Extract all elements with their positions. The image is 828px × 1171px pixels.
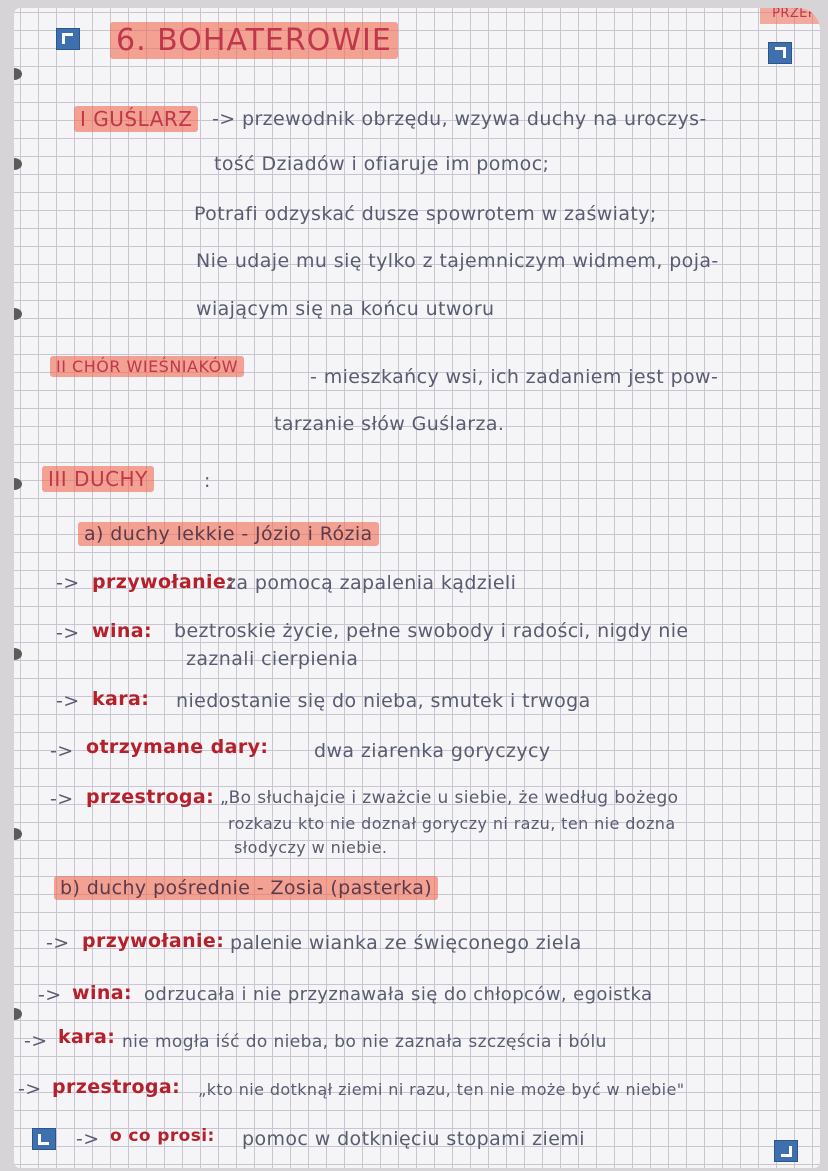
arrow: -> [56,622,80,644]
subheading-duchy-posrednie: b) duchy pośrednie - Zosia (pasterka) [54,876,438,900]
punch-hole [14,68,22,80]
arrow: -> [50,740,74,762]
section-heading-guslarz: I GUŚLARZ [74,106,198,132]
label-przywolanie-b: przywołanie: [82,930,225,952]
arrow: -> [46,932,70,954]
guslarz-line-2: tość Dziadów i ofiaruje im pomoc; [214,153,550,175]
text-przestroga-b: „kto nie dotknął ziemi ni razu, ten nie może być w niebie" [198,1080,685,1099]
punch-hole [14,1008,22,1020]
label-wina-b: wina: [72,982,133,1004]
arrow: -> [56,572,80,594]
notebook-page [14,8,820,1168]
text-o-co-prosi: pomoc w dotknięciu stopami ziemi [242,1128,585,1150]
section-heading-chor: II CHÓR WIEŚNIAKÓW [50,356,244,377]
arrow: -> [56,690,80,712]
text-wina-b: odrzucała i nie przyznawała się do chłopców, egoistka [144,984,653,1005]
punch-hole [14,158,22,170]
text-wina-a-1: beztroskie życie, pełne swobody i radości, nigdy nie [174,620,689,642]
arrow: -> [18,1078,42,1100]
guslarz-line-5: wiającym się na końcu utworu [196,298,495,320]
text-kara-b: nie mogła iść do nieba, bo nie zaznała szczęścia i bólu [122,1032,607,1052]
chor-line-1: - mieszkańcy wsi, ich zadaniem jest pow- [310,366,719,388]
subheading-duchy-lekkie: a) duchy lekkie - Józio i Rózia [78,522,379,546]
guslarz-line-1: -> przewodnik obrzędu, wzywa duchy na uroczys- [212,108,707,130]
arrow: -> [38,984,62,1006]
label-o-co-prosi: o co prosi: [110,1126,215,1146]
arrow: -> [50,788,74,810]
corner-mark-bottom-left-icon [32,1128,56,1150]
page-title: 6. BOHATEROWIE [110,22,398,59]
text-przestroga-a-2: rozkazu kto nie doznał goryczy ni razu, ten nie dozna [228,814,676,833]
text-przestroga-a-1: „Bo słuchajcie i zważcie u siebie, że według bożego [220,788,679,808]
text-przestroga-a-3: słodyczy w niebie. [234,838,388,857]
text-przywolanie-a: za pomocą zapalenia kądzieli [226,572,517,594]
label-wina-a: wina: [92,620,153,642]
section-heading-duchy: III DUCHY [42,466,154,492]
text-wina-a-2: zaznali cierpienia [186,648,359,670]
text-przywolanie-b: palenie wianka ze święconego ziela [230,932,582,954]
label-kara-b: kara: [58,1026,116,1048]
text-kara-a: niedostanie się do nieba, smutek i trwoga [176,690,591,712]
label-kara-a: kara: [92,688,150,710]
duchy-colon: : [204,470,211,492]
punch-hole [14,308,22,320]
corner-mark-top-left-icon [56,28,80,50]
label-przestroga-b: przestroga: [52,1076,181,1098]
punch-hole [14,828,22,840]
text-otrzymane-dary: dwa ziarenka goryczycy [314,740,551,762]
chor-line-2: tarzanie słów Guślarza. [274,413,505,435]
arrow: -> [76,1128,100,1150]
label-przestroga-a: przestroga: [86,786,215,808]
corner-mark-top-right-icon [768,42,792,64]
arrow: -> [24,1030,48,1052]
corner-mark-bottom-right-icon [774,1140,798,1162]
label-przywolanie-a: przywołanie: [92,571,235,593]
guslarz-line-3: Potrafi odzyskać dusze spowrotem w zaświaty; [194,203,657,225]
corner-tag: PRZEP [772,8,816,21]
punch-hole [14,648,22,660]
label-otrzymane-dary: otrzymane dary: [86,736,269,758]
punch-hole [14,478,22,490]
guslarz-line-4: Nie udaje mu się tylko z tajemniczym widmem, poja- [196,250,719,272]
